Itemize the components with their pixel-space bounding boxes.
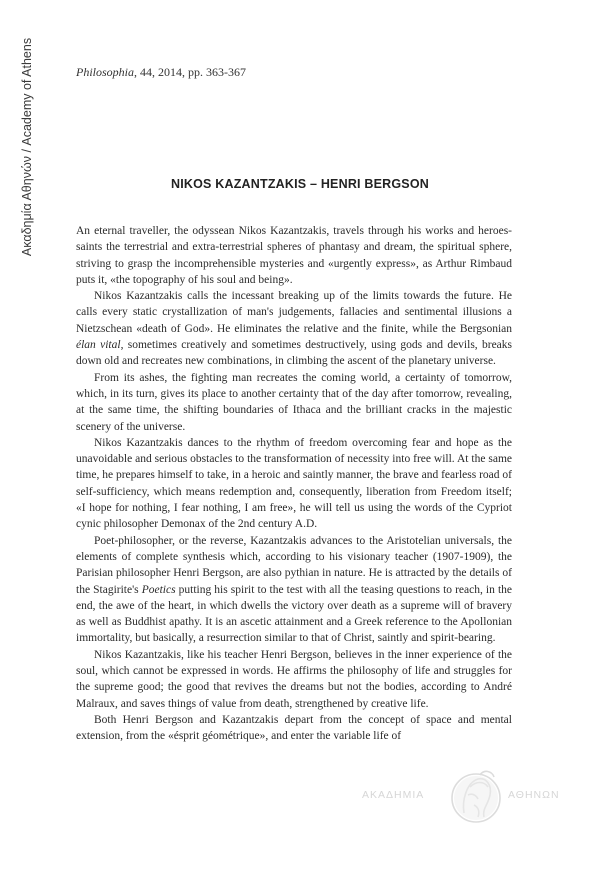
- elan-vital-term: élan vital: [76, 339, 121, 352]
- journal-citation: [76, 65, 246, 80]
- paragraph-4: Nikos Kazantzakis dances to the rhythm of freedom overcoming fear and hope as the unavoidable and serious obstacles to the transformation of necessity into free will. At the same time, he prepares himself to take, in a heroic and saintly manner, the brave and fearless road of self-sufficiency, which means redemption and, consequently, liberation from Freedom itself; «I hope for nothing, I fear nothing, I am free», he will tell us using the words of the Cypriot cynic philosopher Demonax of the 2nd century A.D.: [76, 436, 512, 531]
- paragraph-5-text-a: Poet-philosopher, or the reverse, Kazantzakis advances to the Aristotelian universals, the elements of complete synthesis which, according to his visionary teacher (1907-1909), the Parisian philosopher Henri Bergson, are also pythian in nature. He is attracted by the details of the Stagirite's: [76, 534, 512, 596]
- side-watermark-text: Ακαδημία Αθηνών / Academy of Athens: [20, 37, 34, 257]
- athena-head-icon: [450, 765, 502, 831]
- paragraph-5: [76, 533, 512, 647]
- article-body: [76, 223, 512, 745]
- paragraph-2-text-a: Nikos Kazantzakis calls the incessant breaking up of the limits towards the future. He calls every static crystallization of man's judgements, fallacies and sentimental illusions a Nietzschean «death of God». He eliminates the relative and the finite, while the Bergsonian: [76, 290, 512, 335]
- watermark-right-word: ΑΘΗΝΩΝ: [508, 789, 560, 801]
- paragraph-3: From its ashes, the fighting man recreates the coming world, a certainty of tomorrow, which, in its turn, gives its place to another certainty that of the day after tomorrow, revealing, at the same time, the shifting boundaries of Ithaca and the brilliant cracks in the majestic scenery of the universe.: [76, 371, 512, 433]
- paragraph-2: [76, 288, 512, 369]
- paragraph-6: Nikos Kazantzakis, like his teacher Henri Bergson, believes in the inner experience of the soul, which cannot be expressed in words. He affirms the philosophy of life and struggles for the supreme good; the good that revives the dreams but not the bodies, according to André Malraux, and saves things of value from death, strengthened by creative life.: [76, 648, 512, 710]
- poetics-title: Poetics: [141, 583, 176, 596]
- paragraph-2-text-b: , sometimes creatively and sometimes destructively, using gods and devils, breaks down old and recreates new combinations, in climbing the ascent of the planetary universe.: [76, 339, 512, 368]
- side-watermark: [19, 32, 35, 262]
- watermark-left-word: ΑΚΑΔΗΜΙΑ: [362, 789, 425, 801]
- article-title: NIKOS KAZANTZAKIS – HENRI BERGSON: [170, 177, 429, 191]
- paragraph-1: An eternal traveller, the odyssean Nikos Kazantzakis, travels through his works and heroes-saints the terrestrial and extra-terrestrial spheres of phantasy and dream, the spiritual sphere, striving to grasp the incomprehensible mysteries and «urgently express», as Arthur Rimbaud puts it, «the topography of his soul and being».: [76, 225, 512, 286]
- journal-details: , 44, 2014, pp. 363-367: [134, 65, 247, 79]
- paragraph-7: Both Henri Bergson and Kazantzakis depart from the concept of space and mental extension, from the «ésprit géométrique», and enter the variable life of: [76, 713, 512, 743]
- academy-watermark: [360, 765, 570, 835]
- journal-name: Philosophia: [76, 65, 135, 79]
- paragraph-5-text-b: putting his spirit to the test with all the teasing questions to reach, in the end, the awe of the heart, in which dwells the victory over death as a supreme will of bravery as well as Buddhist apathy. It is an ascetic attainment and a Greek reference to the Apollonian immortality, but basically, a resurrection similar to that of Christ, saintly and spirit-bearing.: [76, 583, 513, 645]
